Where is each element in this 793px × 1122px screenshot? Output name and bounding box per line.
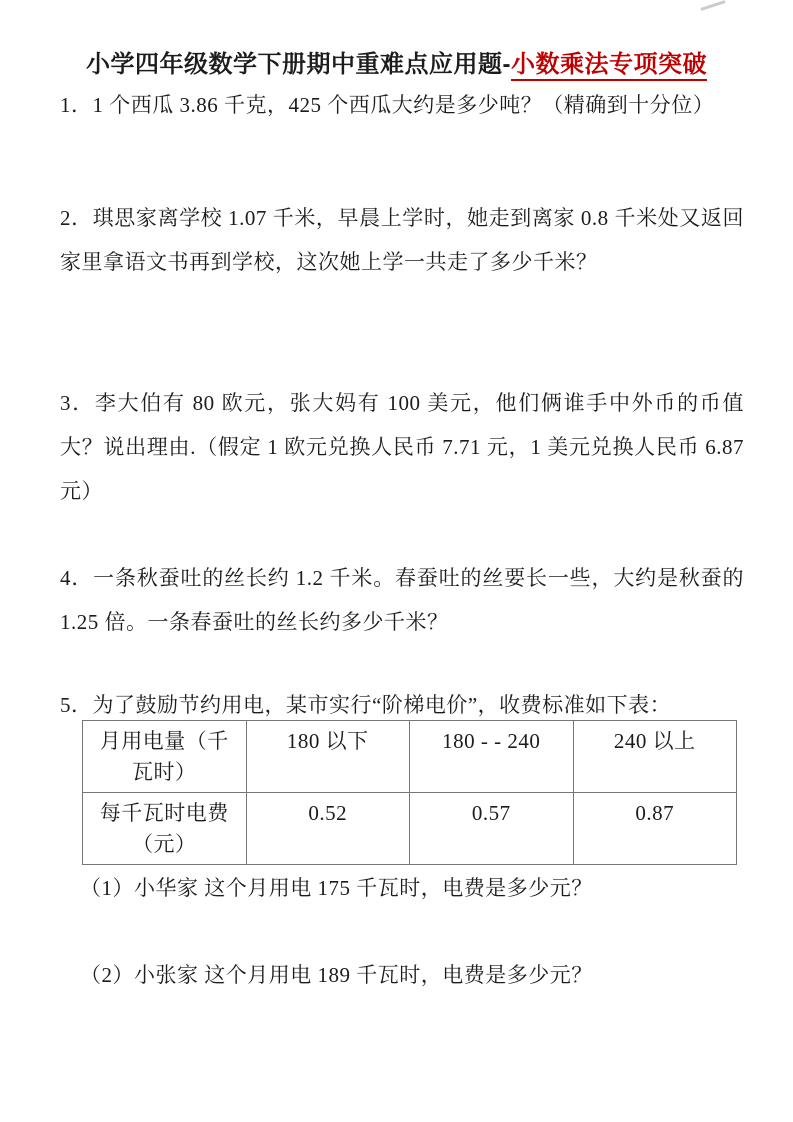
tier3-range-cell: 240 以上: [573, 721, 737, 793]
title-main-text: 小学四年级数学下册期中重难点应用题-: [86, 51, 511, 78]
tier2-price-cell: 0.57: [410, 793, 574, 865]
problem-3-text: 3．李大伯有 80 欧元，张大妈有 100 美元，他们俩谁手中外币的币值大？说出理由.（假定 1 欧元兑换人民币 7.71 元，1 美元兑换人民币 6.87 元）: [60, 391, 744, 503]
scan-artifact-mark: [700, 0, 726, 11]
table-row-usage: [83, 721, 737, 793]
electricity-price-table: [82, 720, 737, 865]
sub-question-2: （2）小张家 这个月用电 189 千瓦时，电费是多少元？: [80, 963, 593, 987]
problem-1-text: 1．1 个西瓜 3.86 千克，425 个西瓜大约是多少吨？（精确到十分位）: [60, 93, 715, 117]
page-title: [0, 44, 793, 79]
tier2-range-cell: 180 - - 240: [410, 721, 574, 793]
title-highlight: 小数乘法专项突破: [511, 51, 707, 81]
problem-2-text: 2．琪思家离学校 1.07 千米，早晨上学时，她走到离家 0.8 千米处又返回家里拿语文书再到学校，这次她上学一共走了多少千米？: [60, 206, 744, 274]
tier1-range-cell: 180 以下: [246, 721, 410, 793]
price-label-cell: 每千瓦时电费（元）: [83, 793, 247, 865]
problem-4-text: 4．一条秋蚕吐的丝长约 1.2 千米。春蚕吐的丝要长一些，大约是秋蚕的 1.25 倍。一条春蚕吐的丝长约多少千米？: [60, 566, 744, 634]
problem-5-intro-text: 5．为了鼓励节约用电，某市实行“阶梯电价”，收费标准如下表：: [60, 693, 672, 717]
tier3-price-cell: 0.87: [573, 793, 737, 865]
usage-label-cell: 月用电量（千瓦时）: [83, 721, 247, 793]
tier1-price-cell: 0.52: [246, 793, 410, 865]
sub-question-1: （1）小华家 这个月用电 175 千瓦时，电费是多少元？: [80, 876, 593, 900]
table-row-price: [83, 793, 737, 865]
